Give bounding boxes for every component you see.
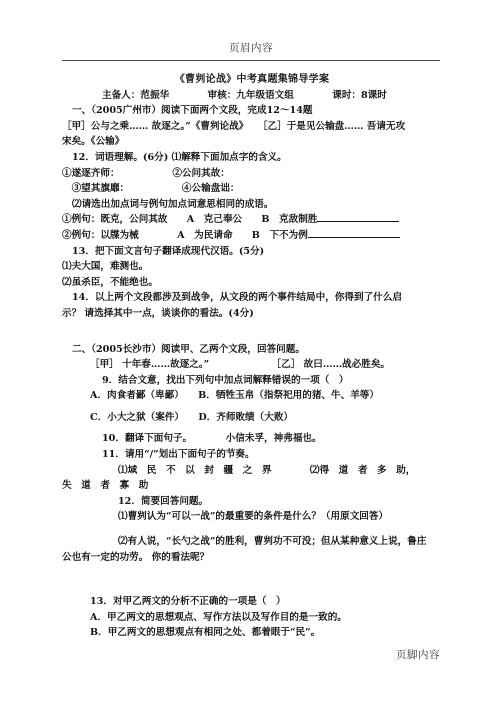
question-13-item: ⑵虽杀臣，不能绝也。 — [62, 276, 158, 288]
answer-blank — [308, 228, 400, 238]
question-13b-option: B．甲乙两文的思想观点有相同之处、都着眼于“民”。 — [90, 627, 321, 639]
header-divider — [62, 60, 440, 61]
question-12-part2: ⑵请选出加点词与例句加点词意思相同的成语。 — [72, 198, 274, 210]
question-11-sentences: ⑴域 民 不 以 封 疆 之 界 ⑵得 道 者 多 助， — [118, 464, 416, 476]
section-2-heading: 二、（2005长沙市）阅读甲、乙两个文段，回答问题。 — [72, 343, 305, 355]
question-9-options: A．肉食者鄙（卑鄙） B．牺牲玉帛（指祭祀用的猪、牛、羊等） — [90, 390, 379, 402]
question-13b-option: A．甲乙两文的思想观点、写作方法以及写作目的是一致的。 — [90, 611, 347, 623]
section-1-heading: 一、（2005广州市）阅读下面两个文段，完成12～14题 — [72, 105, 313, 117]
question-14-cont: 示？ 请选择其中一点，谈谈你的看法。(4分) — [62, 307, 254, 319]
question-9: 9．结合文意，找出下列句中加点词解释错误的一项（ ） — [102, 374, 349, 386]
question-12-option-row — [62, 228, 442, 244]
question-12b-item-cont: 公也有一定的功劳。 你的看法呢？ — [62, 551, 210, 563]
question-13: 13．把下面文言句子翻译成现代汉语。(5分) — [72, 245, 265, 257]
question-14: 14．以上两个文段都涉及到战争，从文段的两个事件结局中，你得到了什么启 — [72, 292, 402, 304]
question-12-item: ①遂逐齐师： ②公问其故： — [62, 167, 230, 179]
passage-excerpt-line: 宋矣。《公输》 — [62, 136, 125, 148]
answer-blank — [317, 212, 399, 222]
question-12-item: ③望其旗靡： ④公输盘诎： — [62, 183, 240, 195]
question-13b: 13．对甲乙两文的分析不正确的一项是（ ） — [90, 596, 286, 608]
option-row-text: ①例句：既克，公问其故 A 克己奉公 B 克敌制胜 — [62, 214, 318, 226]
question-12: 12．词语理解。(6分) ⑴解释下面加点字的含义。 — [72, 151, 287, 163]
question-11-sentences: 失 道 者 寡 助 — [62, 480, 149, 492]
passage-excerpt-line: ［甲］公与之乘…… 故逐之。”《曹刿论战》 ［乙］于是见公输盘…… 吾请无攻 — [62, 120, 406, 132]
question-12b-item: ⑴曹刿认为“可以一战”的最重要的条件是什么？（用原文回答） — [118, 511, 389, 523]
question-12b: 12．简要回答问题。 — [118, 495, 209, 507]
question-10: 10．翻译下面句子。 小信未孚，神弗福也。 — [102, 433, 322, 445]
document-body — [62, 72, 442, 641]
question-9-options: C．小大之狱（案件） D．齐师败绩（大败） — [90, 411, 294, 423]
document-meta: 主备人：范振华 审核：九年级语文组 课时：8课时 — [102, 89, 387, 101]
question-11: 11．请用“/”划出下面句子的节奏。 — [102, 449, 255, 461]
page-header: 页眉内容 — [229, 42, 273, 54]
document-title: 《曹刿论战》中考真题集锦导学案 — [174, 74, 330, 85]
option-row-text: ②例句：以牒为械 A 为民请命 B 下不为例 — [62, 229, 308, 241]
question-12-option-row — [62, 212, 442, 228]
passage-excerpt-line: ［甲］ 十年春……故逐之。” ［乙］ 故曰……战必胜矣。 — [90, 359, 391, 371]
question-13-item: ⑴夫大国，难测也。 — [62, 261, 149, 273]
page-footer: 页脚内容 — [396, 649, 440, 661]
question-12b-item: ⑵有人说，“长勺之战”的胜利，曹刿功不可没；但从某种意义上说，鲁庄 — [118, 536, 427, 548]
